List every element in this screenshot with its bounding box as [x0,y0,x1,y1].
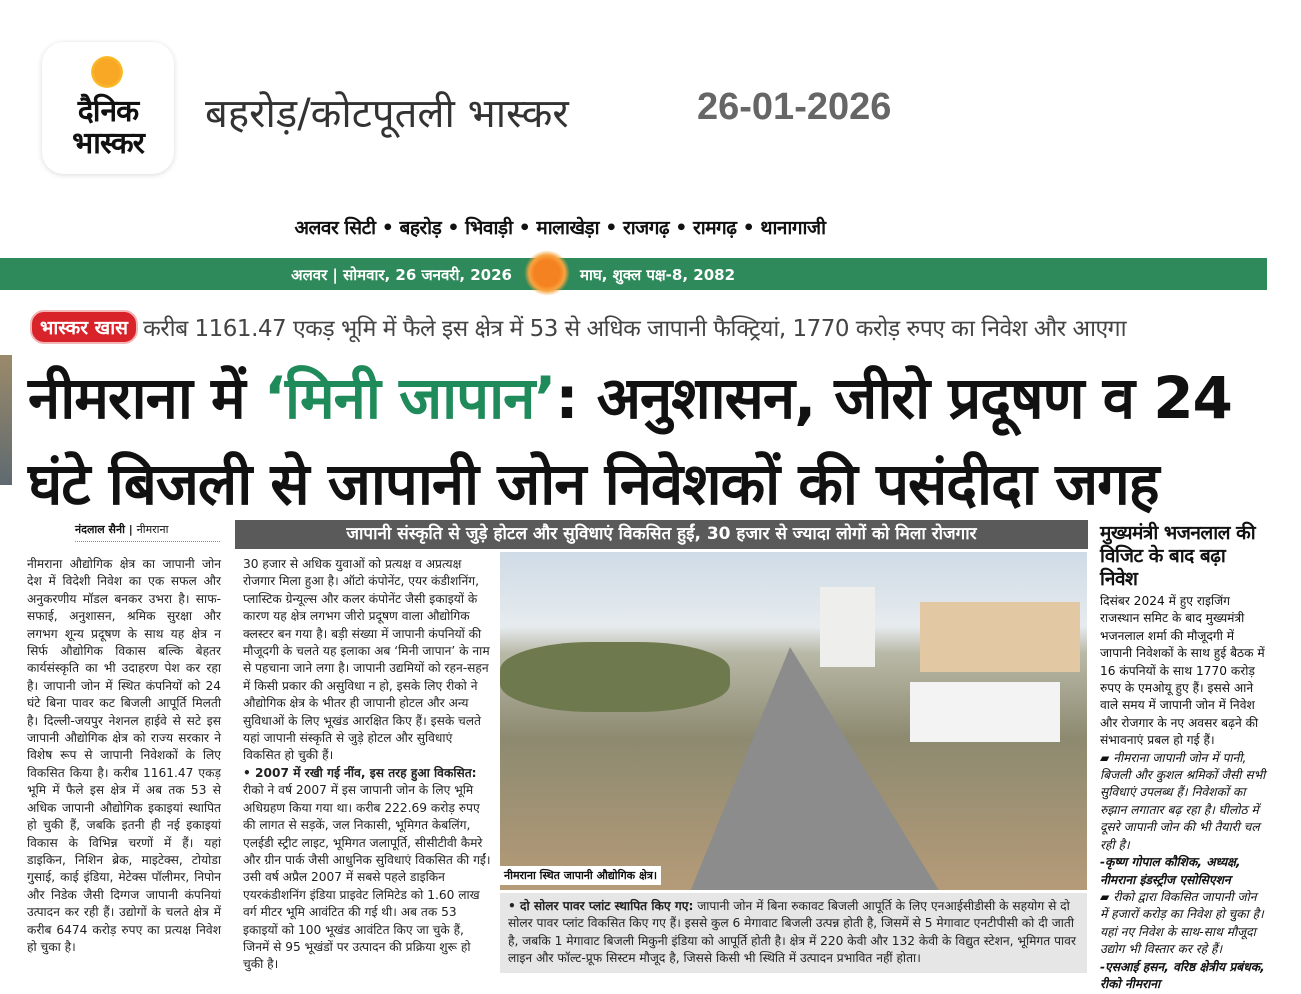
subheading-banner: जापानी संस्कृति से जुड़े होटल और सुविधाएं विकसित हुईं, 30 हजार से ज्यादा लोगों को मिला रोजगार [235,520,1088,549]
quote-2-attribution: -एसआई हसन, वरिष्ठ क्षेत्रीय प्रबंधक, रीको नीमराना [1100,959,1265,991]
bhaskar-khas-badge: भास्कर खास [30,310,138,344]
sidebar-heading: मुख्यमंत्री भजनलाल की विजिट के बाद बढ़ा निवेश [1100,522,1256,590]
sun-icon [524,250,570,296]
date-band [0,258,1267,290]
column-2-subheading: • 2007 में रखी गई नींव, इस तरह हुआ विकसित: [243,765,477,780]
article-column-1: नीमराना औद्योगिक क्षेत्र का जापानी जोन देश में विदेशी निवेश का एक सफल और अनुकरणीय मॉडल बनकर उभरा है। साफ-सफाई, अनुशासन, श्रमिक सुरक्षा और लगभग शून्य प्रदूषण के साथ यह क्षेत्र न सिर्फ औद्योगिक विकास बल्कि बेहतर कार्यसंस्कृति का भी उदाहरण पेश कर रहा है। जापानी जोन में स्थित कंपनियों को 24 घंटे बिना पावर कट बिजली आपूर्ति मिलती है। दिल्ली-जयपुर नेशनल हाईवे से सटे इस जापानी औद्योगिक क्षेत्र को राज्य सरकार ने विशेष रूप से जापानी निवेशकों के लिए विकसित किया है। करीब 1161.47 एकड़ भूमि में फैले इस क्षेत्र में अब तक 53 से अधिक जापानी औद्योगिक इकाइयां स्थापित हो चुकी हैं, जबकि इतनी ही नई इकाइयां विकास के विभिन्न चरणों में हैं। यहां डाइकिन, निशिन ब्रेक, माइटेक्स, टोयोडा गुसाई, काई इंडिया, मेटेक्स पॉलीमर, निपोन और निडेक जैसी दिग्गज जापानी कंपनियां उत्पादन कर रही हैं। उद्योगों के चलते क्षेत्र में करीब 6474 करोड़ रुपए का प्रत्यक्ष निवेश हो चुका है। [27,557,221,954]
headline-highlight: ‘मिनी जापान’ [263,364,556,432]
solar-box [500,893,1087,973]
column-2-paragraph: 30 हजार से अधिक युवाओं को प्रत्यक्ष व अप्रत्यक्ष रोजगार मिला हुआ है। ऑटो कंपोनेंट, एयर कंडीशनिंग, प्लास्टिक ग्रेन्यूल्स और कलर कंपोनेंट जैसी इकाइयों के कारण यह क्षेत्र लगभग जीरो प्रदूषण वाला औद्योगिक क्लस्टर बन गया है। बड़ी संख्या में जापानी कंपनियों की मौजूदगी के चलते यह इलाका अब ‘मिनी जापान’ के नाम से पहचाना जाने लगा है। जापानी उद्यमियों को रहन-सहन में किसी प्रकार की असुविधा न हो, इसके लिए रीको ने औद्योगिक क्षेत्र के भीतर ही जापानी होटल और अन्य सुविधाओं के लिए भूखंड आरक्षित किए हैं। इसके चलते यहां जापानी संस्कृति से जुड़े होटल और सुविधाएं विकसित हो चुकी हैं। [243,557,490,763]
band-hindu-date: माघ, शुक्ल पक्ष-8, 2082 [580,266,736,284]
solar-subheading: • दो सोलर पावर प्लांट स्थापित किए गए: [508,899,694,913]
sidebar-column [1100,522,1266,993]
byline: नंदलाल सैनी | नीमराना [75,522,220,542]
headline-line-1 [28,356,1232,435]
byline-name: नंदलाल सैनी [75,523,125,536]
edition-title: बहरोड़/कोटपूतली भास्कर [205,91,569,137]
kicker [30,310,1126,340]
quote-1: ▰ नीमराना जापानी जोन में पानी, बिजली और कुशल श्रमिकों जैसी सभी सुविधाएं उपलब्ध हैं। निवेशकों का रुझान लगातार बढ़ रहा है। घीलोठ में दूसरे जापानी जोन की भी तैयारी चल रही है। [1100,750,1266,852]
headline-line-2: घंटे बिजली से जापानी जोन निवेशकों की पसंदीदा जगह [28,450,1159,518]
sun-icon [91,56,123,88]
dainik-bhaskar-logo[interactable] [42,42,174,174]
column-2-paragraph: रीको ने वर्ष 2007 में इस जापानी जोन के लिए भूमि अधिग्रहण किया गया था। करीब 222.69 करोड़ रुपए की लागत से सड़कें, जल निकासी, भूमिगत केबलिंग, एलईडी स्ट्रीट लाइट, भूमिगत जलापूर्ति, सीसीटीवी कैमरे और ग्रीन पार्क जैसी आधुनिक सुविधाएं विकसित की गईं। उसी वर्ष अप्रैल 2007 में सबसे पहले डाइकिन एयरकंडीशनिंग इंडिया प्राइवेट लिमिटेड को 1.60 लाख वर्ग मीटर भूमि आवंटित की गई थी। अब तक 53 इकाइयों को 100 भूखंड आवंटित किए जा चुके हैं, जिनमें से 95 भूखंडों पर उत्पादन की प्रक्रिया शुरू हो चुकी है। [243,783,491,972]
logo-word-2: भास्कर [72,126,144,161]
headline-part: : अनुशासन, जीरो प्रदूषण व 24 [555,364,1232,432]
quote-2: ▰ रीको द्वारा विकसित जापानी जोन में हजारों करोड़ का निवेश हो चुका है। यहां नए निवेश के साथ-साथ मौजूदा उद्योग भी विस्तार कर रहे हैं। [1100,889,1264,957]
solar-text: जापानी जोन में बिना रुकावट बिजली आपूर्ति के लिए एनआईसीडीसी के सहयोग से दो सोलर पावर प्लांट विकसित किए गए हैं। इससे कुल 6 मेगावाट बिजली उत्पन्न होती है, जिसमें से 5 मेगावाट एनटीपीसी को दी जाती है, जबकि 1 मेगावाट बिजली मिकुनी इंडिया को आपूर्ति होती है। क्षेत्र में 220 केवी और 132 केवी के विद्युत स्टेशन, भूमिगत पावर लाइन और फॉल्ट-प्रूफ सिस्टम मौजूद है, जिससे किसी भी स्थिति में उत्पादन प्रभावित नहीं होता। [508,899,1076,966]
band-date: अलवर | सोमवार, 26 जनवरी, 2026 [291,266,512,284]
byline-place: नीमराना [136,523,169,536]
logo-word-1: दैनिक [77,94,139,129]
kicker-text: करीब 1161.47 एकड़ भूमि में फैले इस क्षेत्र में 53 से अधिक जापानी फैक्ट्रियां, 1770 करोड़ रुपए का निवेश और आएगा [143,316,1127,342]
sidebar-text: दिसंबर 2024 में हुए राइजिंग राजस्थान समिट के बाद मुख्यमंत्री भजनलाल शर्मा की मौजूदगी में जापानी निवेशकों के साथ हुई बैठक में 16 कंपनियों के साथ 1770 करोड़ रुपए के एमओयू हुए हैं। इससे आने वाले समय में जापानी जोन में निवेश और रोजगार के नए अवसर बढ़ने की संभावनाएं प्रबल हो गई हैं। [1100,594,1265,748]
quote-1-attribution: -कृष्ण गोपाल कौशिक, अध्यक्ष, नीमराना इंडस्ट्रीज एसोसिएशन [1100,855,1241,887]
edition-date: 26-01-2026 [697,86,892,128]
adjacent-photo-fragment [0,355,12,485]
industrial-area-photo [500,552,1087,890]
photo-caption: नीमराना स्थित जापानी औद्योगिक क्षेत्र। [500,866,661,885]
article-column-2 [243,556,491,974]
edition-list: अलवर सिटी • बहरोड़ • भिवाड़ी • मालाखेड़ा • राजगढ़ • रामगढ़ • थानागाजी [294,217,826,239]
headline-part: नीमराना में [28,364,264,432]
